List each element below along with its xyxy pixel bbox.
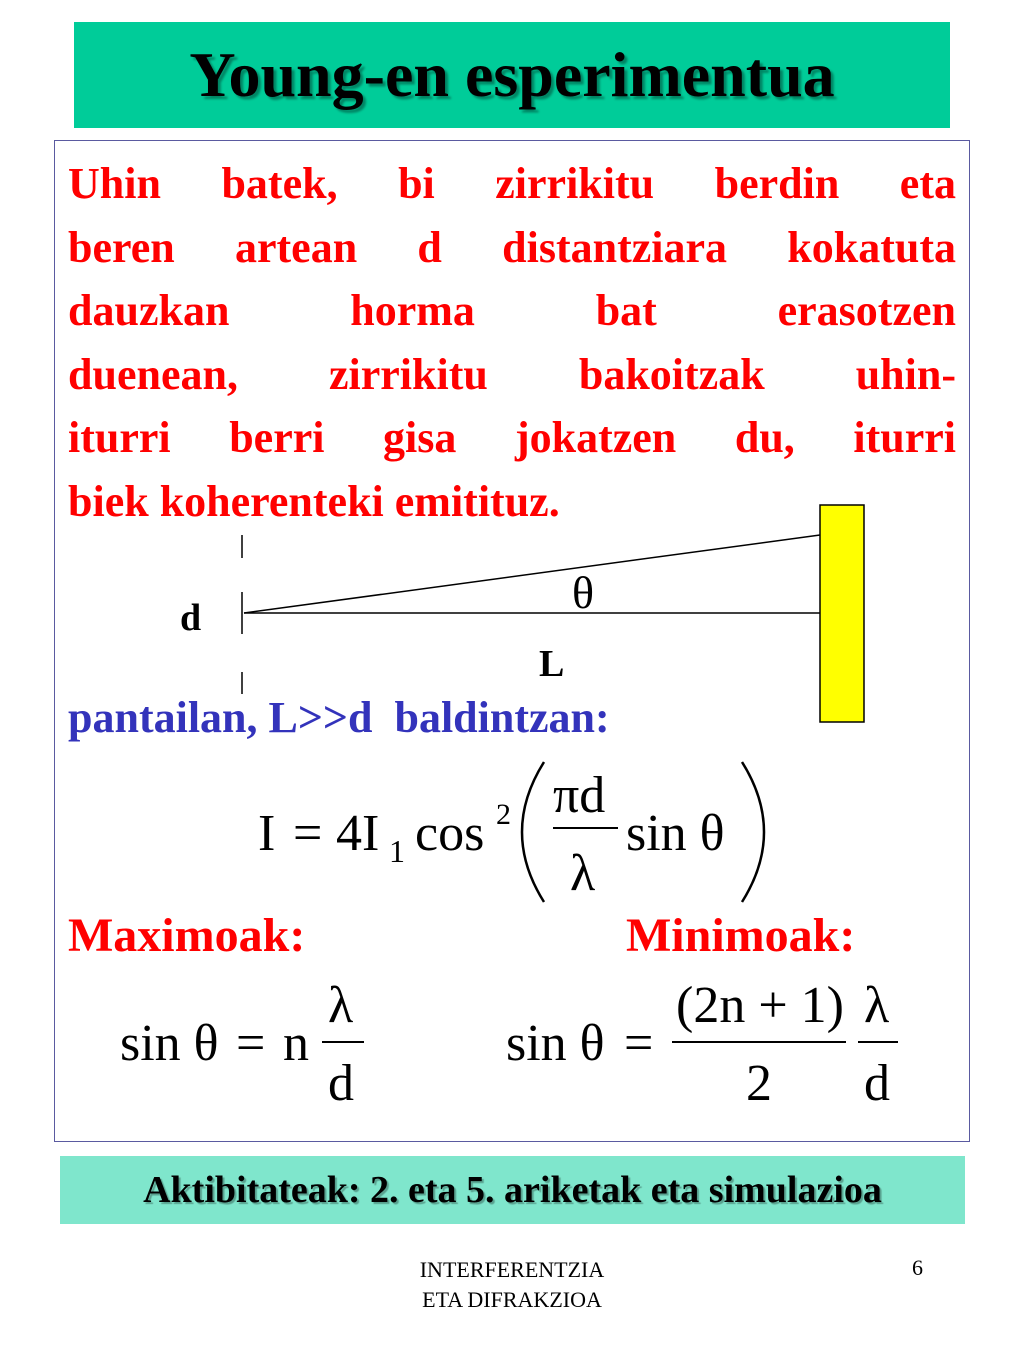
footer-line-1: INTERFERENTZIA (419, 1257, 605, 1282)
paragraph-line: dauzkan horma bat erasotzen (68, 286, 956, 335)
formula-cos: cos (415, 805, 485, 862)
formula-den: λ (570, 845, 596, 902)
paragraph-line: duenean, zirrikitu bakoitzak uhin- (68, 349, 956, 399)
activities-banner (60, 1156, 965, 1224)
min-den2: d (864, 1055, 890, 1112)
minima-label: Minimoak: (626, 909, 856, 962)
min-num1: (2n + 1) (676, 977, 844, 1034)
formula-sub: 1 (389, 833, 405, 869)
activities-text: Aktibitateak: 2. eta 5. ariketak eta simulazioa (143, 1169, 882, 1211)
footer-line-2: ETA DIFRAKZIOA (422, 1287, 602, 1312)
slide-footer-topic (362, 1255, 662, 1315)
max-num: λ (328, 977, 354, 1034)
formula-sin: sin θ (626, 805, 725, 862)
min-num2: λ (864, 977, 890, 1034)
formula-equals: = (293, 805, 323, 862)
formula-coef: 4I (336, 805, 380, 862)
formula-num: πd (553, 767, 606, 824)
condition-text: pantailan, L>>d baldintzan: (68, 693, 610, 742)
max-lhs: sin θ (120, 1015, 219, 1072)
min-lhs: sin θ (506, 1015, 605, 1072)
theta-label: θ (572, 567, 595, 618)
paragraph-line: iturri berri gisa jokatzen du, iturri (68, 413, 956, 462)
min-eq: = (624, 1015, 654, 1072)
slide-number: 6 (912, 1255, 923, 1280)
paragraph-line: biek koherenteki emitituz. (68, 476, 560, 526)
formula-exp: 2 (496, 798, 511, 831)
min-den1: 2 (746, 1055, 772, 1112)
screen (820, 505, 864, 722)
paragraph-line: Uhin batek, bi zirrikitu berdin eta (68, 159, 956, 208)
d-label: d (180, 597, 202, 639)
slide-title: Young-en esperimentua (189, 39, 835, 110)
max-n: n (283, 1015, 309, 1072)
ray-line (244, 535, 820, 613)
max-den: d (328, 1055, 354, 1112)
maxima-label: Maximoak: (68, 909, 306, 962)
paragraph-line: beren artean d distantziara kokatuta (68, 222, 956, 272)
L-label: L (539, 643, 565, 685)
max-eq: = (236, 1015, 266, 1072)
formula-lhs: I (258, 805, 276, 862)
